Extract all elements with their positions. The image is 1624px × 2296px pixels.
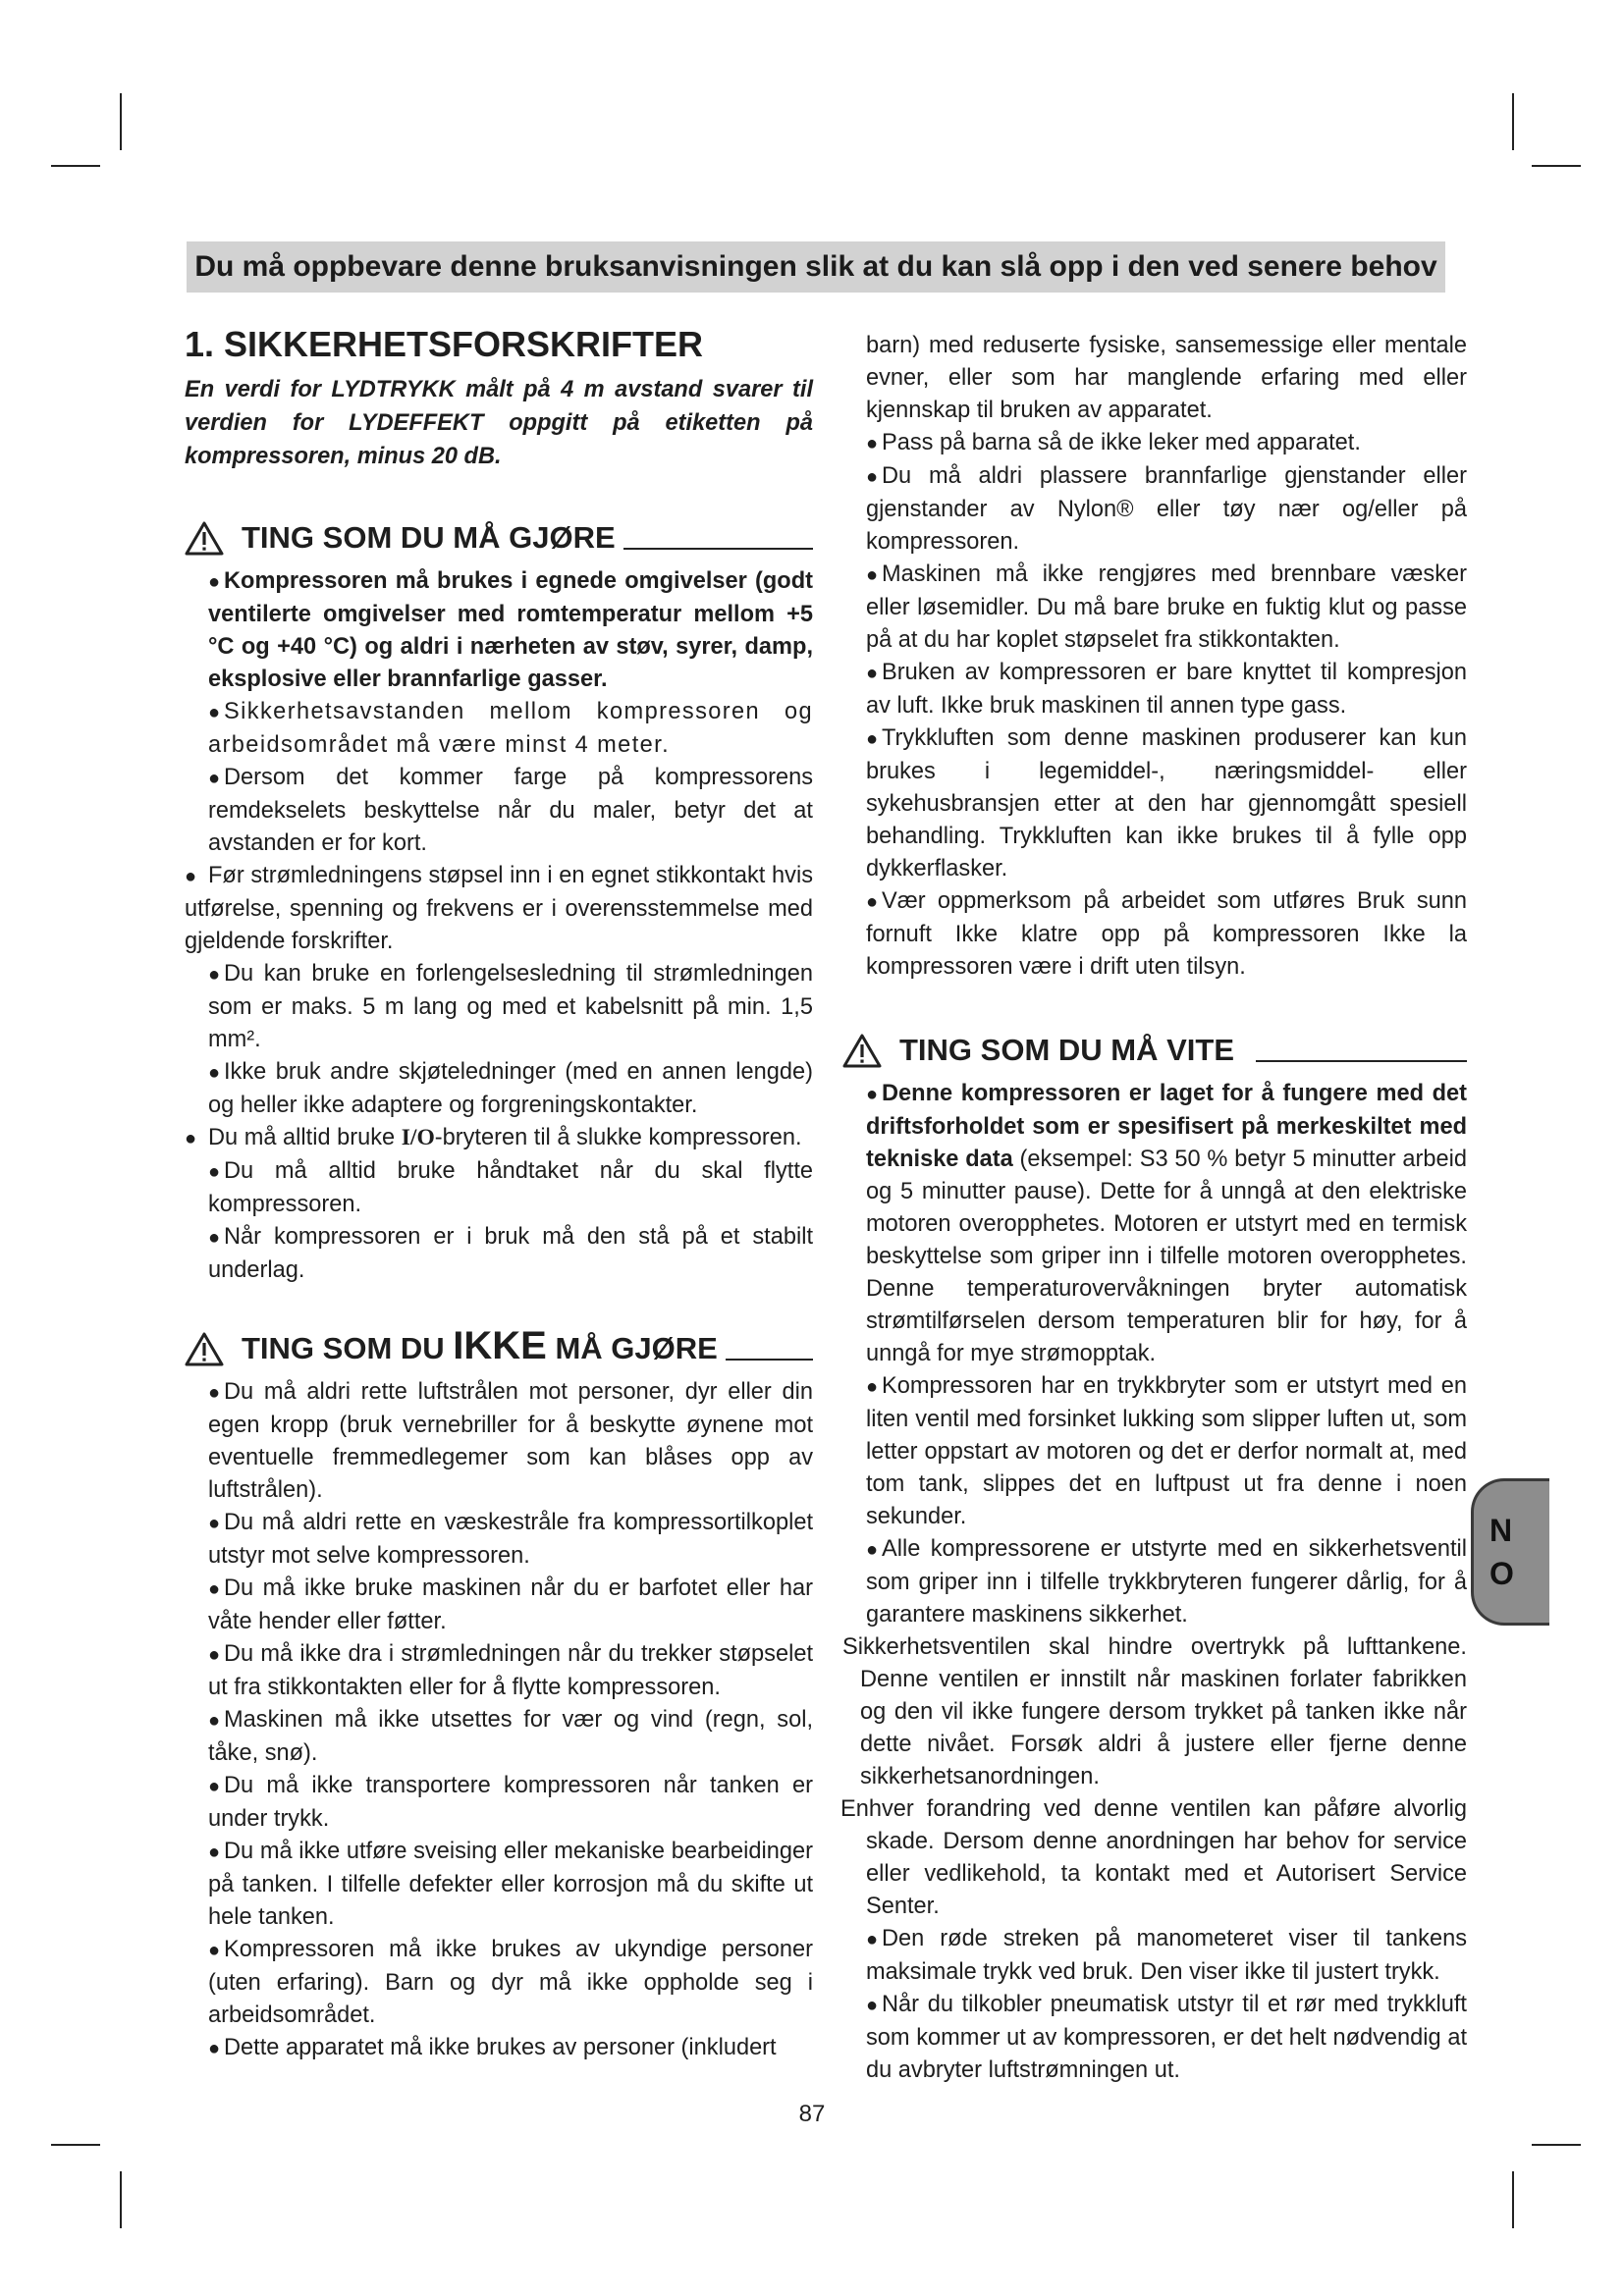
list-item: ● Den røde streken på manometeret viser til tankens maksimale trykk ved bruk. Den viser ikke til justert trykk. — [866, 1926, 1467, 1985]
warning-triangle-icon — [842, 1033, 882, 1068]
bullet-dot-icon: ● — [208, 1227, 221, 1249]
bullet-dot-icon: ● — [208, 964, 221, 986]
bullet-dot-icon: ● — [866, 1995, 879, 2016]
bullet-dot-icon: ● — [208, 1062, 221, 1084]
right-column — [842, 330, 1467, 2087]
list-item: ● Kompressoren må brukes i egnede omgivelser (godt ventilerte omgivelser med romtemperatur mellom +5 °C og +40 °C) og aldri i nærheten av støv, syrer, damp, eksplosive eller brannfarlige gasser. — [208, 568, 813, 692]
language-tab-label: N O — [1489, 1513, 1514, 1591]
list-item: ● Ikke bruk andre skjøteledninger (med en annen lengde) og heller ikke adaptere og forgreningskontakter. — [208, 1059, 813, 1118]
bullet-dot-icon: ● — [866, 1376, 879, 1398]
list-item: ● Du må ikke bruke maskinen når du er barfotet eller har våte hender eller føtter. — [208, 1575, 813, 1634]
heading-rule — [726, 1359, 813, 1361]
continued-text: barn) med reduserte fysiske, sansemessige eller mentale evner, eller som har manglende erfaring med eller kjennskap til bruken av apparatet. — [866, 333, 1467, 423]
warning-triangle-icon — [185, 520, 224, 556]
list-item: ● Dette apparatet må ikke brukes av personer (inkludert — [185, 2032, 813, 2065]
crop-mark — [1532, 165, 1581, 167]
list-item: ● Du må ikke utføre sveising eller mekaniske bearbeidinger på tanken. I tilfelle defekter eller korrosjon må du skifte ut hele tanken. — [208, 1839, 813, 1930]
list-item: ● Dersom det kommer farge på kompressorens remdekselets beskyttelse når du maler, betyr det at avstanden er for kort. — [208, 765, 813, 856]
paragraph: Enhver forandring ved denne ventilen kan påføre alvorlig skade. Dersom denne anordningen har behov for service eller vedlikehold, ta kontakt med et Autorisert Service Senter. — [840, 1796, 1467, 1919]
must-do-title: TING SOM DU MÅ GJØRE — [242, 520, 616, 555]
list-item: ● Bruken av kompressoren er bare knyttet til kompresjon av luft. Ikke bruk maskinen til annen type gass. — [866, 660, 1467, 719]
must-know-heading — [842, 1033, 1467, 1068]
bullet-dot-icon: ● — [208, 2038, 221, 2059]
list-item: ● Trykkluften som denne maskinen produserer kan kun brukes i legemiddel-, næringsmiddel- eller sykehusbransjen etter at den har gjennomgått spesiell behandling. Trykkluften kan ikke brukes til å fylle opp dykkerflasker. — [866, 725, 1467, 881]
intro-text: En verdi for LYDTRYKK målt på 4 m avstand svarer til verdien for LYDEFFEKT oppgitt på etiketten på kompressoren, minus 20 dB. — [185, 377, 813, 469]
heading-rule — [623, 548, 813, 550]
page-number: 87 — [798, 2101, 826, 2127]
list-item: ● Du må alltid bruke I/O-bryteren til å slukke kompressoren. — [185, 1122, 813, 1155]
must-do-heading — [185, 520, 813, 556]
list-item: ● Pass på barna så de ikke leker med apparatet. — [842, 427, 1467, 460]
crop-mark — [1532, 2144, 1581, 2146]
bullet-dot-icon: ● — [866, 891, 879, 913]
bullet-dot-icon: ● — [866, 564, 879, 586]
bullet-dot-icon: ● — [208, 1382, 221, 1404]
must-not-heading — [185, 1324, 813, 1367]
crop-mark — [120, 2171, 122, 2228]
bullet-dot-icon: ● — [208, 1940, 221, 1961]
bullet-dot-icon: ● — [208, 571, 221, 593]
list-item: ● Kompressoren må ikke brukes av ukyndige personer (uten erfaring). Barn og dyr må ikke oppholde seg i arbeidsområdet. — [208, 1937, 813, 2028]
bullet-dot-icon: ● — [208, 1578, 221, 1600]
bullet-dot-icon: ● — [185, 866, 197, 887]
io-switch-label: I/O — [401, 1125, 435, 1150]
list-item: ● Før strømledningens støpsel inn i en egnet stikkontakt hvis utførelse, spenning og frekvens er i overensstemmelse med gjeldende forskrifter. — [185, 863, 813, 954]
crop-mark — [51, 2144, 100, 2146]
bullet-dot-icon: ● — [208, 768, 221, 789]
header-banner: Du må oppbevare denne bruksanvisningen slik at du kan slå opp i den ved senere behov — [187, 241, 1445, 293]
bullet-dot-icon: ● — [208, 1161, 221, 1183]
bullet-dot-icon: ● — [208, 1776, 221, 1797]
left-column — [185, 324, 813, 2065]
bullet-dot-icon: ● — [208, 1842, 221, 1863]
list-item: ● Når kompressoren er i bruk må den stå på et stabilt underlag. — [208, 1224, 813, 1283]
list-item: ● Du må aldri rette luftstrålen mot personer, dyr eller din egen kropp (bruk vernebriller for å beskytte øynene mot eventuelle fremmedlegemer som kan blåses opp av luftstrålen). — [208, 1379, 813, 1503]
bullet-dot-icon: ● — [208, 1710, 221, 1732]
list-item: ● Sikkerhetsavstanden mellom kompressoren og arbeidsområdet må være minst 4 meter. — [208, 699, 813, 758]
list-item: ● Maskinen må ikke utsettes for vær og vind (regn, sol, tåke, snø). — [208, 1707, 813, 1766]
must-know-title: TING SOM DU MÅ VITE — [899, 1033, 1234, 1067]
list-item: ● Denne kompressoren er laget for å fungere med det driftsforholdet som er spesifisert på merkeskiltet med tekniske data (eksempel: S3 50 % betyr 5 minutter arbeid og 5 minutter pause). Dette for å unngå at den elektriske motoren overopphetes. Motoren er utstyrt med en termisk beskyttelse som griper inn i tilfelle motoren overopphetes. Denne temperaturovervåkningen bryter automatisk strømtilførselen dersom temperaturen blir for høy, for å unngå for mye strømopptak. — [866, 1081, 1467, 1366]
crop-mark — [120, 93, 122, 150]
list-item: ● Du må ikke dra i strømledningen når du trekker støpselet ut fra stikkontakten eller for å flytte kompressoren. — [208, 1641, 813, 1700]
bullet-dot-icon: ● — [185, 1128, 197, 1149]
paragraph: Sikkerhetsventilen skal hindre overtrykk på lufttankene. Denne ventilen er innstilt når maskinen forlater fabrikken og den vil ikke fungere dersom trykket på tanken ikke når dette nivået. Forsøk aldri å justere eller fjerne denne sikkerhetsanordningen. — [842, 1634, 1467, 1789]
bullet-dot-icon: ● — [866, 1929, 879, 1950]
bullet-dot-icon: ● — [866, 728, 879, 750]
list-item: ● Du må ikke transportere kompressoren når tanken er under trykk. — [208, 1773, 813, 1832]
list-item: ● Du må aldri plassere brannfarlige gjenstander eller gjenstander av Nylon® eller tøy nær og/eller på kompressoren. — [866, 463, 1467, 555]
bullet-dot-icon: ● — [208, 1644, 221, 1666]
bullet-dot-icon: ● — [866, 663, 879, 684]
language-tab — [1471, 1478, 1549, 1626]
bullet-dot-icon: ● — [866, 466, 879, 488]
list-item: ● Kompressoren har en trykkbryter som er utstyrt med en liten ventil med forsinket lukking som slipper luften ut, som letter oppstart av motoren og det er derfor normalt at, med tom tank, slippes det en luftpust ut fra denne i noen sekunder. — [866, 1373, 1467, 1529]
warning-triangle-icon — [185, 1331, 224, 1366]
bullet-dot-icon: ● — [866, 1084, 879, 1105]
list-item: ● Du må aldri rette en væskestråle fra kompressortilkoplet utstyr mot selve kompressoren. — [208, 1510, 813, 1569]
list-item: ● Du må alltid bruke håndtaket når du skal flytte kompressoren. — [208, 1158, 813, 1217]
bullet-dot-icon: ● — [208, 1513, 221, 1534]
crop-mark — [1512, 93, 1514, 150]
list-item: ● Maskinen må ikke rengjøres med brennbare væsker eller løsemidler. Du må bare bruke en fuktig klut og passe på at du har koplet støpselet fra stikkontakten. — [866, 561, 1467, 653]
list-item: ● Vær oppmerksom på arbeidet som utføres Bruk sunn fornuft Ikke klatre opp på kompressoren Ikke la kompressoren være i drift uten tilsyn. — [866, 888, 1467, 980]
section-title: 1. SIKKERHETSFORSKRIFTER — [185, 324, 704, 364]
must-not-title: TING SOM DU IKKE MÅ GJØRE — [242, 1324, 718, 1367]
bullet-dot-icon: ● — [208, 702, 222, 723]
list-item: ● Når du tilkobler pneumatisk utstyr til et rør med trykkluft som kommer ut av kompressoren, er det helt nødvendig at du avbryter luftstrømningen ut. — [866, 1992, 1467, 2083]
bullet-dot-icon: ● — [866, 433, 879, 454]
heading-rule — [1256, 1060, 1467, 1062]
list-item: ● Alle kompressorene er utstyrte med en sikkerhetsventil som griper inn i tilfelle trykkbryteren fungerer dårlig, for å garantere maskinens sikkerhet. — [866, 1536, 1467, 1628]
crop-mark — [51, 165, 100, 167]
list-item: ● Du kan bruke en forlengelsesledning til strømledningen som er maks. 5 m lang og med et kabelsnitt på min. 1,5 mm². — [208, 961, 813, 1052]
bullet-dot-icon: ● — [866, 1539, 879, 1561]
crop-mark — [1512, 2171, 1514, 2228]
